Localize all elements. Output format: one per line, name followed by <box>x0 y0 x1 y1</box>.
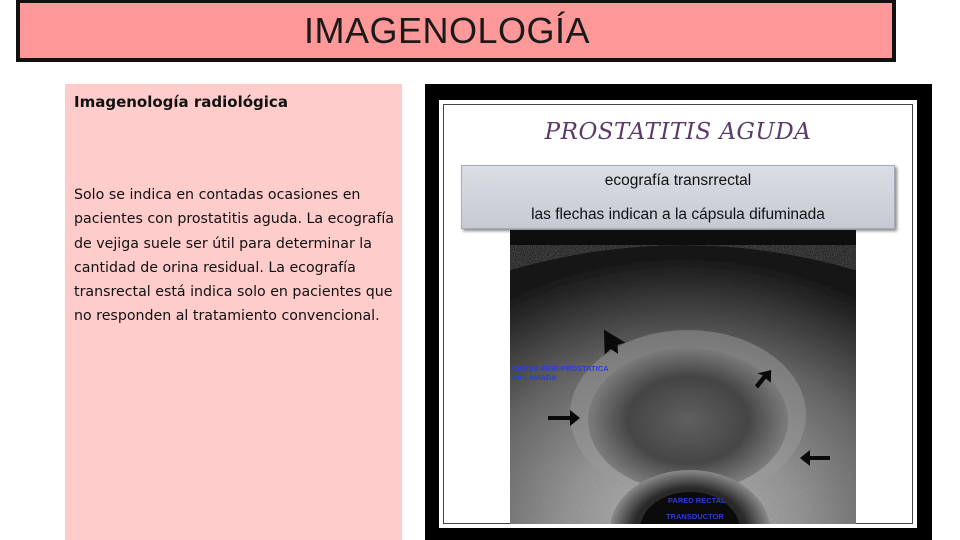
ultrasound-image <box>510 230 856 524</box>
text-panel <box>65 84 402 540</box>
caption-box <box>461 165 895 229</box>
figure-content <box>443 104 913 524</box>
slide-title: IMAGENOLOGÍA <box>303 9 591 51</box>
figure-frame <box>425 84 932 540</box>
caption-line-2: las flechas indican a la cápsula difuminada <box>531 206 825 223</box>
panel-heading: Imagenología radiológica <box>74 93 288 111</box>
panel-body-text: Solo se indica en contadas ocasiones en pacientes con prostatitis aguda. La ecografía de vejiga suele ser útil para determinar la cantidad de orina residual. La ecografía transrectal está indica solo en pacientes que no responden al tratamiento convencional. <box>74 187 394 325</box>
caption-line-1: ecografía transrrectal <box>604 172 752 189</box>
figure-card <box>436 97 920 531</box>
figure-title: PROSTATITIS AGUDA <box>544 119 812 145</box>
slide-title-bar <box>16 0 896 62</box>
label-transductor: TRANSDUCTOR <box>666 512 724 521</box>
label-pared: PARED RECTAL <box>668 496 726 505</box>
label-grasa: GRASA PERI-PROSTATICA INFLAMADA <box>512 364 609 382</box>
